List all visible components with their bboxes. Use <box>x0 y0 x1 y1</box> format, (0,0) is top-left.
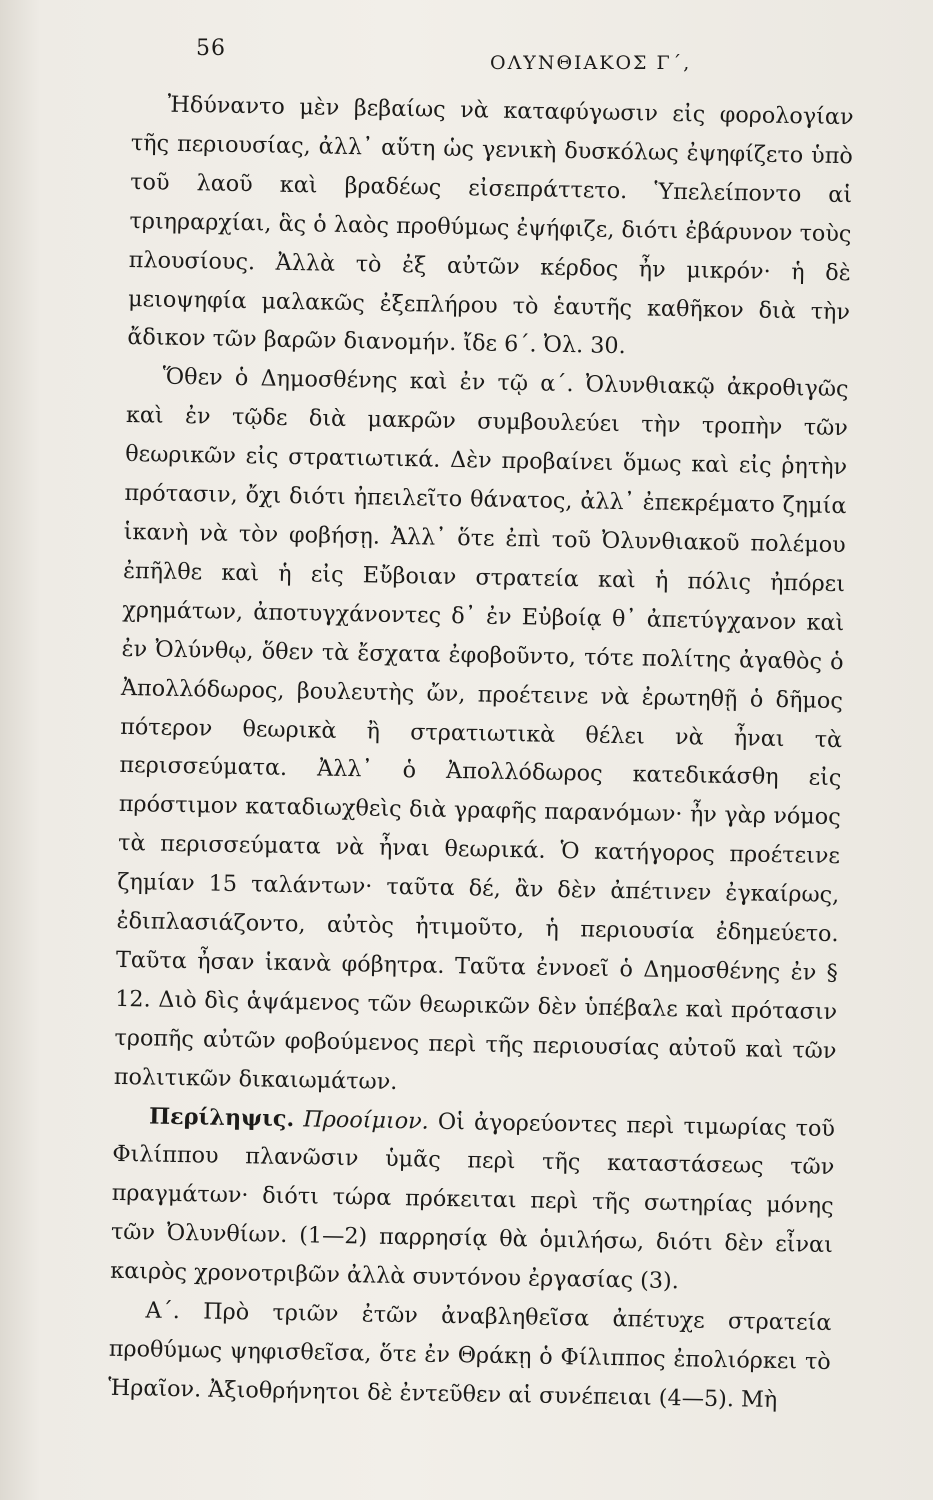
summary-text: Οἱ ἀγορεύοντες περὶ τιμωρίας τοῦ Φιλίππου πλανῶσιν ὑμᾶς περὶ τῆς καταστάσεως τῶν πραγμάτων· διότι τώρα πρόκειται περὶ τῆς σωτηρίας μόνης τῶν Ὀλυνθίων. (1—2) παρρησίᾳ θὰ ὁμιλήσω, διότι δὲν εἶναι καιρὸς χρονοτριβῶν ἀλλὰ συντόνου ἐργασίας (3). <box>110 1108 836 1295</box>
running-head: ΟΛΥΝΘΙΑΚΟΣ Γ΄, <box>490 52 692 74</box>
paragraph-2: Ὅθεν ὁ Δημοσθένης καὶ ἐν τῷ α΄. Ὀλυνθιακῷ ἀκροθιγῶς καὶ ἐν τῷδε διὰ μακρῶν συμβουλεύει τὴν τροπὴν τῶν θεωρικῶν εἰς στρατιωτικά. Δὲν προβαίνει ὅμως καὶ εἰς ῥητὴν πρότασιν, ὄχι διότι ἠπειλεῖτο θάνατος, ἀλλ᾽ ἐπεκρέματο ζημία ἱκανὴ νὰ τὸν φοβήσῃ. Ἀλλ᾽ ὅτε ἐπὶ τοῦ Ὀλυνθιακοῦ πολέμου ἐπῆλθε καὶ ἡ εἰς Εὔβοιαν στρατεία καὶ ἡ πόλις ἠπόρει χρημάτων, ἀποτυγχάνοντες δ᾽ ἐν Εὐβοίᾳ θ᾽ ἀπετύγχανον καὶ ἐν Ὀλύνθῳ, ὅθεν τὰ ἔσχατα ἐφοβοῦντο, τότε πολίτης ἀγαθὸς ὁ Ἀπολλόδωρος, βουλευτὴς ὤν, προέτεινε νὰ ἐρωτηθῇ ὁ δῆμος πότερον θεωρικὰ ἢ στρατιωτικὰ θέλει νὰ ἦναι τὰ περισσεύματα. Ἀλλ᾽ ὁ Ἀπολλόδωρος κατεδικάσθη εἰς πρόστιμον καταδιωχθεὶς διὰ γραφῆς παρανόμων· ἦν γὰρ νόμος τὰ περισσεύματα νὰ ἦναι θεωρικά. Ὁ κατήγορος προέτεινε ζημίαν 15 ταλάντων· ταῦτα δέ, ἂν δὲν ἀπέτινεν ἐγκαίρως, ἐδιπλασιάζοντο, αὐτὸς ἠτιμοῦτο, ἡ περιουσία ἐδημεύετο. Ταῦτα ἦσαν ἱκανὰ φόβητρα. Ταῦτα ἐννοεῖ ὁ Δημοσθένης ἐν § 12. Διὸ δὶς ἁψάμενος τῶν θεωρικῶν δὲν ὑπέβαλε καὶ πρότασιν τροπῆς αὐτῶν φοβούμενος περὶ τῆς περιουσίας αὐτοῦ καὶ τῶν πολιτικῶν δικαιωμάτων. <box>113 363 849 1095</box>
summary-subheading: Προοίμιον. <box>303 1105 430 1135</box>
paragraph-1: Ἠδύναντο μὲν βεβαίως νὰ καταφύγωσιν εἰς φορολογίαν τῆς περιουσίας, ἀλλ᾽ αὕτη ὡς γενικὴ δυσκόλως ἐψηφίζετο ὑπὸ τοῦ λαοῦ καὶ βραδέως εἰσεπράττετο. Ὑπελείποντο αἱ τριηραρχίαι, ἃς ὁ λαὸς προθύμως ἐψήφιζε, διότι ἐβάρυνον τοὺς πλουσίους. Ἀλλὰ τὸ ἐξ αὐτῶν κέρδος ἦν μικρόν· ἡ δὲ μειοψηφία μαλακῶς ἐξεπλήρου τὸ ἑαυτῆς καθῆκον διὰ τὴν ἄδικον τῶν βαρῶν διανομήν. ἴδε 6΄. Ὀλ. 30. <box>127 91 854 360</box>
body-text <box>108 85 854 1421</box>
summary-heading: Περίληψις. <box>148 1103 295 1132</box>
summary-paragraph <box>110 1096 835 1304</box>
page-header <box>190 30 750 80</box>
page-number: 56 <box>196 36 226 61</box>
section-a-paragraph: Α΄. Πρὸ τριῶν ἐτῶν ἀναβληθεῖσα ἀπέτυχε στρατεία προθύμως ψηφισθεῖσα, ὅτε ἐν Θράκῃ ὁ Φίλιππος ἐπολιόρκει τὸ Ἡραῖον. Ἀξιοθρήνητοι δὲ ἐντεῦθεν αἱ συνέπειαι (4—5). Μὴ <box>107 1297 832 1413</box>
